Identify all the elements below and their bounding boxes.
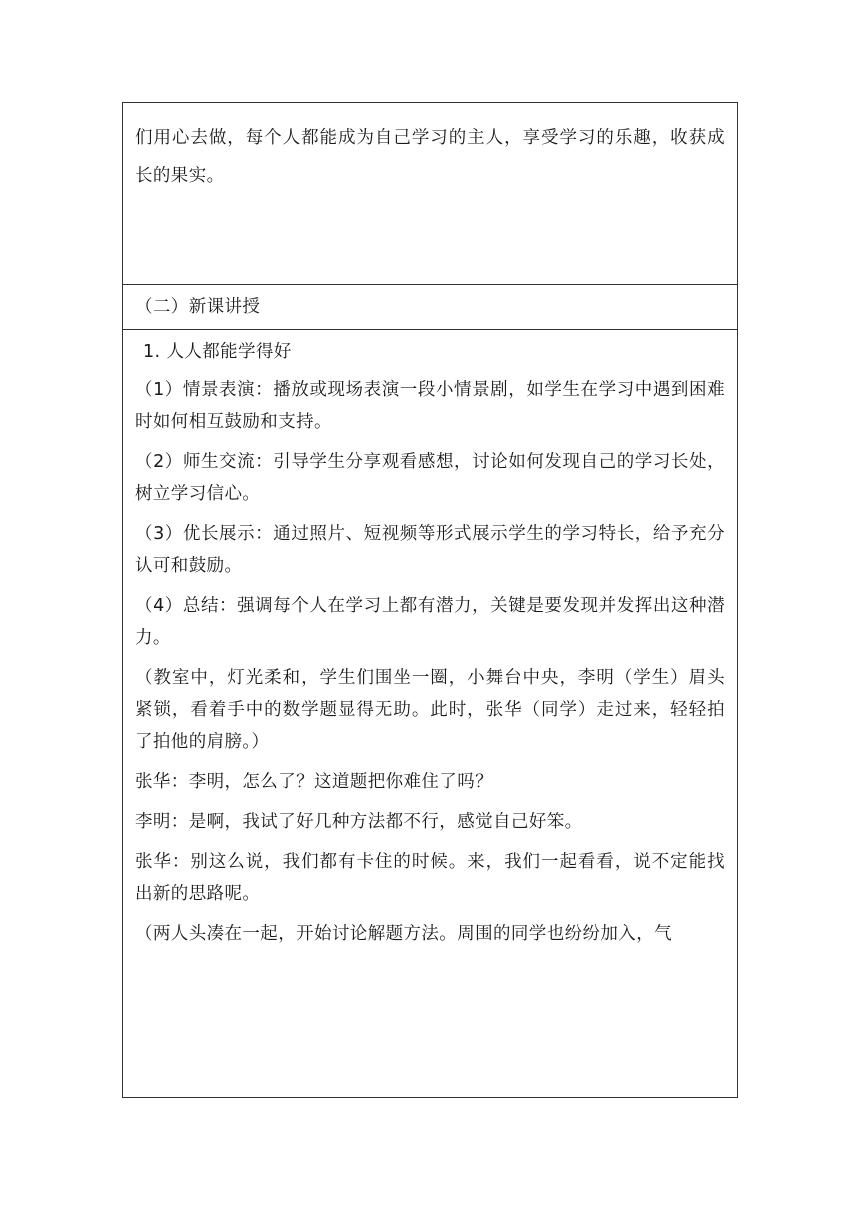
paragraph-scene-description: （教室中，灯光柔和，学生们围坐一圈，小舞台中央，李明（学生）眉头紧锁，看着手中的数学题显得无助。此时，张华（同学）走过来，轻轻拍了拍他的肩膀。） <box>135 668 725 752</box>
paragraph-scene-continuation: （两人头凑在一起，开始讨论解题方法。周围的同学也纷纷加入，气 <box>135 924 672 944</box>
dialogue-line-zhanghua-1: 张华：李明，怎么了？这道题把你难住了吗？ <box>135 772 493 792</box>
paragraph-strength-showcase: （3）优长展示：通过照片、短视频等形式展示学生的学习特长，给予充分认可和鼓励。 <box>135 524 725 576</box>
section-heading-row <box>123 285 738 330</box>
subheading: 1. 人人都能学得好 <box>143 342 292 362</box>
body-cell <box>123 330 738 1098</box>
dialogue-line-zhanghua-2: 张华：别这么说，我们都有卡住的时候。来，我们一起看看，说不定能找出新的思路呢。 <box>135 852 725 904</box>
lesson-table <box>122 102 738 1098</box>
body-row <box>123 330 738 1098</box>
paragraph-teacher-student-exchange: （2）师生交流：引导学生分享观看感想，讨论如何发现自己的学习长处，树立学习信心。 <box>135 452 725 504</box>
intro-paragraph: 们用心去做，每个人都能成为自己学习的主人，享受学习的乐趣，收获成长的果实。 <box>135 128 725 186</box>
section-heading: （二）新课讲授 <box>135 297 261 317</box>
section-heading-cell <box>123 285 738 330</box>
paragraph-situation-play: （1）情景表演：播放或现场表演一段小情景剧，如学生在学习中遇到困难时如何相互鼓励和支持。 <box>135 380 725 432</box>
intro-cell <box>123 103 738 285</box>
dialogue-line-liming-1: 李明：是啊，我试了好几种方法都不行，感觉自己好笨。 <box>135 812 583 832</box>
paragraph-summary: （4）总结：强调每个人在学习上都有潜力，关键是要发现并发挥出这种潜力。 <box>135 596 725 648</box>
intro-row <box>123 103 738 285</box>
